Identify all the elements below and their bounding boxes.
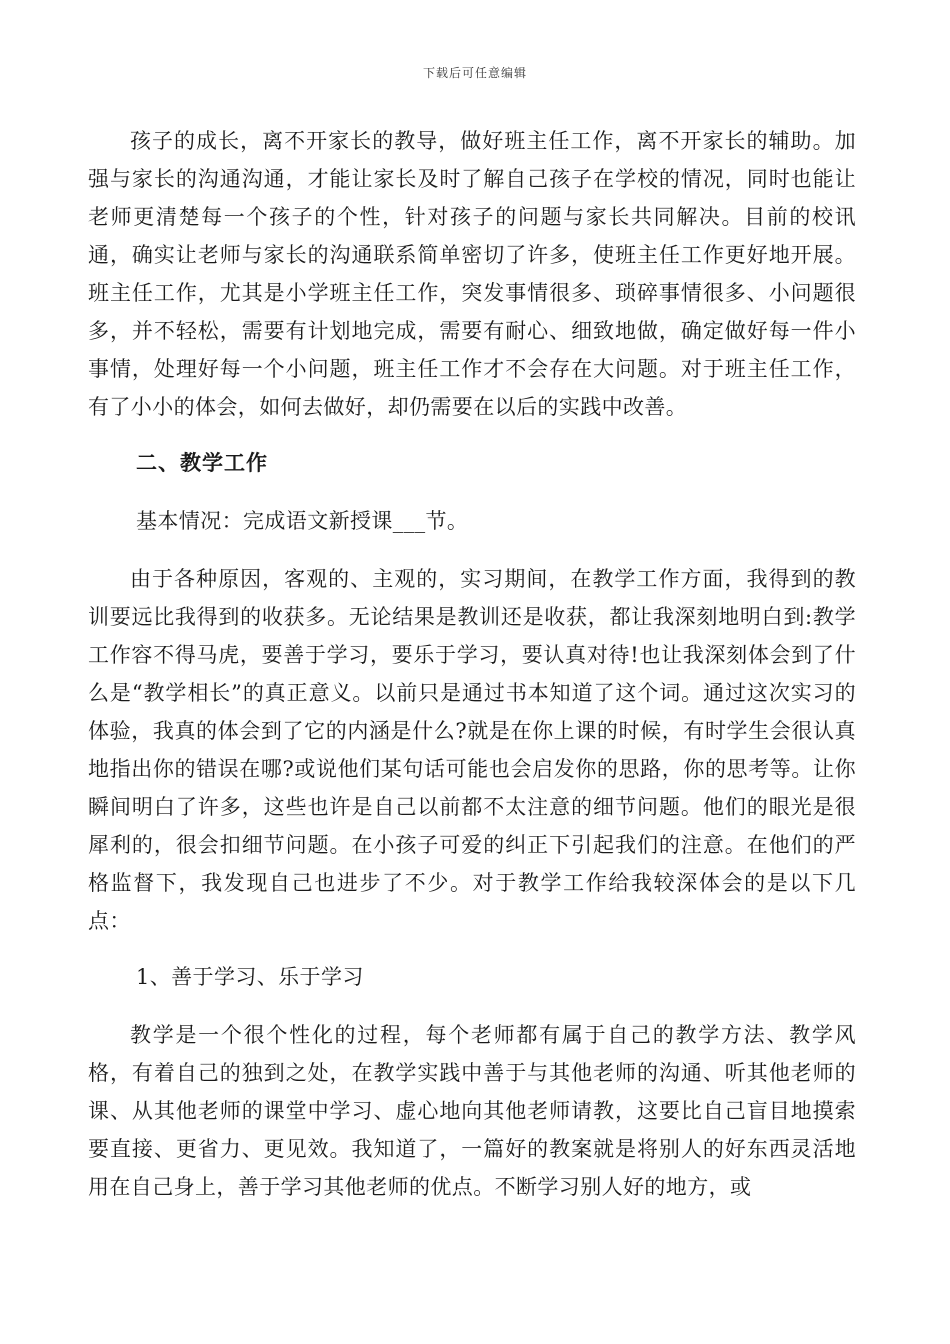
paragraph-learning-from-others: 教学是一个很个性化的过程，每个老师都有属于自己的教学方法、教学风格，有着自己的独到之处，在教学实践中善于与其他老师的沟通、听其他老师的课、从其他老师的课堂中学习、虚心地向其他老师请教，这要比自己盲目地摸索要直接、更省力、更见效。我知道了，一篇好的教案就是将别人的好东西灵活地用在自己身上，善于学习其他老师的优点。不断学习别人好的地方，或: [88, 1023, 856, 1199]
point-1-heading: 1、善于学习、乐于学习: [136, 965, 364, 989]
document-body: [88, 122, 856, 1228]
page-header: 下载后可任意编辑: [422, 66, 527, 80]
section-heading-teaching-work: 二、教学工作: [136, 450, 268, 475]
basic-info-line: 基本情况：完成语文新授课___节。: [136, 509, 469, 533]
paragraph-class-teacher-work: 孩子的成长，离不开家长的教导，做好班主任工作，离不开家长的辅助。加强与家长的沟通沟通，才能让家长及时了解自己孩子在学校的情况，同时也能让老师更清楚每一个孩子的个性，针对孩子的问题与家长共同解决。目前的校讯通，确实让老师与家长的沟通联系简单密切了许多，使班主任工作更好地开展。班主任工作，尤其是小学班主任工作，突发事情很多、琐碎事情很多、小问题很多，并不轻松，需要有计划地完成，需要有耐心、细致地做，确定做好每一件小事情，处理好每一个小问题，班主任工作才不会存在大问题。对于班主任工作，有了小小的体会，如何去做好，却仍需要在以后的实践中改善。: [88, 129, 856, 419]
paragraph-teaching-reflection: 由于各种原因，客观的、主观的，实习期间，在教学工作方面，我得到的教训要远比我得到的收获多。无论结果是教训还是收获，都让我深刻地明白到:教学工作容不得马虎，要善于学习，要乐于学习，要认真对待!也让我深刻体会到了什么是“教学相长”的真正意义。以前只是通过书本知道了这个词。通过这次实习的体验，我真的体会到了它的内涵是什么?就是在你上课的时候，有时学生会很认真地指出你的错误在哪?或说他们某句话可能也会启发你的思路，你的思考等。让你瞬间明白了许多，这些也许是自己以前都不太注意的细节问题。他们的眼光是很犀利的，很会扣细节问题。在小孩子可爱的纠正下引起我们的注意。在他们的严格监督下，我发现自己也进步了不少。对于教学工作给我较深体会的是以下几点：: [88, 567, 856, 933]
